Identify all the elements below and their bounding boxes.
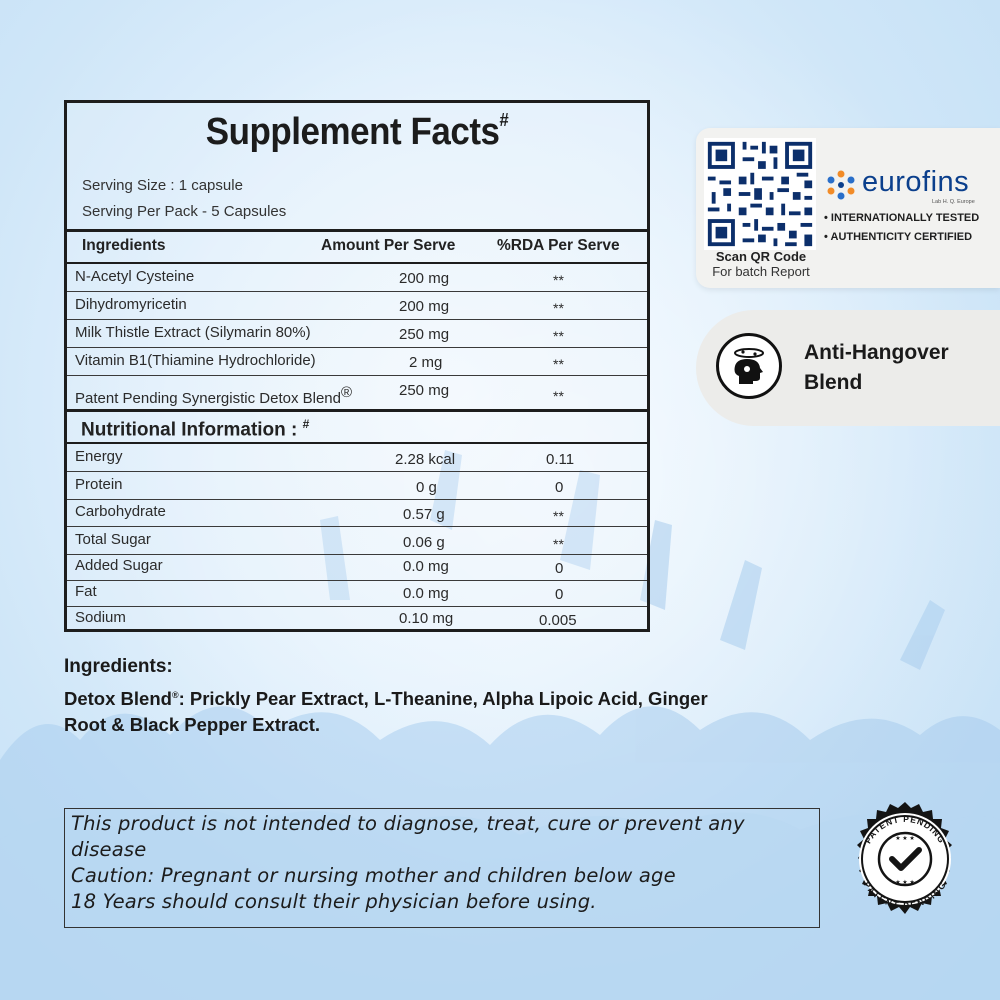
row-rda: ** — [553, 356, 564, 372]
certified-bullet: • AUTHENTICITY CERTIFIED — [824, 231, 973, 243]
tested-bullet: • INTERNATIONALLY TESTED — [824, 212, 980, 224]
facts-title-mark: # — [499, 110, 509, 131]
row-name: Total Sugar — [75, 531, 151, 548]
serving-size: Serving Size : 1 capsule — [82, 177, 243, 194]
table-row — [67, 605, 647, 632]
row-rda: ** — [553, 508, 564, 524]
caution-line: Caution: Pregnant or nursing mother and children below age — [71, 864, 676, 887]
anti-hangover-card — [696, 310, 1000, 426]
supplement-facts-panel — [64, 100, 650, 632]
disclaimer-line: This product is not intended to diagnose, treat, cure or prevent any — [71, 812, 745, 835]
qr-code-icon[interactable] — [704, 138, 816, 250]
disclaimer-box — [64, 808, 820, 928]
table-row — [67, 444, 647, 472]
header-rda: %RDA Per Serve — [497, 237, 620, 254]
patent-pending-seal-icon — [844, 800, 966, 922]
anti-hangover-label: Anti-Hangover Blend — [804, 341, 949, 394]
table-row — [67, 264, 647, 292]
row-name: Vitamin B1(Thiamine Hydrochloride) — [75, 352, 316, 369]
row-amount: 2 mg — [409, 354, 443, 371]
table-row — [67, 553, 647, 581]
row-amount: 0.10 mg — [399, 610, 454, 627]
facts-header-row — [67, 229, 647, 264]
row-rda: 0.11 — [546, 451, 575, 468]
row-rda: ** — [553, 300, 564, 316]
header-ingredients: Ingredients — [82, 237, 166, 254]
row-name: Patent Pending Synergistic Detox Blend® — [75, 384, 353, 407]
row-name: Fat — [75, 583, 97, 600]
serving-per-pack: Serving Per Pack - 5 Capsules — [82, 203, 287, 220]
eurofins-sub: Lab H. Q. Europe — [932, 199, 975, 205]
row-rda: 0.005 — [539, 612, 577, 629]
table-row — [67, 527, 647, 555]
row-amount: 250 mg — [399, 382, 450, 399]
ingredients-block — [64, 656, 754, 738]
row-amount: 0.0 mg — [403, 558, 449, 575]
caution-line: 18 Years should consult their physician before using. — [71, 890, 597, 913]
row-name: Energy — [75, 448, 123, 465]
row-rda: ** — [553, 272, 564, 288]
row-amount: 200 mg — [399, 298, 450, 315]
row-rda: ** — [553, 536, 564, 552]
row-rda: 0 — [555, 560, 564, 577]
row-name: Protein — [75, 476, 123, 493]
qr-caption-sub: For batch Report — [712, 264, 810, 279]
detox-blend-label: Detox Blend — [64, 688, 172, 710]
nutrition-title: Nutritional Information : # — [81, 417, 310, 441]
dizzy-head-icon — [716, 333, 782, 399]
row-rda: ** — [553, 388, 564, 404]
row-amount: 0.06 g — [403, 534, 445, 551]
ingredients-text: Detox Blend®: Prickly Pear Extract, L-Theanine, Alpha Lipoic Acid, Ginger Root & Black Pepper Extract. — [64, 688, 708, 736]
table-row — [67, 499, 647, 527]
nutrition-header — [67, 409, 647, 444]
table-row — [67, 292, 647, 320]
table-row — [67, 376, 647, 408]
row-amount: 0.57 g — [403, 506, 445, 523]
row-amount: 0.0 mg — [403, 585, 449, 602]
row-name: Milk Thistle Extract (Silymarin 80%) — [75, 324, 311, 341]
row-rda: 0 — [555, 586, 564, 603]
row-amount: 2.28 kcal — [395, 451, 456, 468]
row-rda: ** — [553, 328, 564, 344]
table-row — [67, 472, 647, 500]
ingredients-list: : Prickly Pear Extract, L-Theanine, Alpha Lipoic Acid, Ginger Root & Black Pepper Extract. — [64, 688, 708, 736]
header-amount: Amount Per Serve — [321, 237, 456, 254]
seal-bottom-text: PATENT PENDING — [861, 879, 949, 911]
svg-text:★ ★ ★: ★ ★ ★ — [895, 880, 915, 886]
row-name: N-Acetyl Cysteine — [75, 268, 195, 285]
row-name: Added Sugar — [75, 557, 163, 574]
table-row — [67, 579, 647, 607]
disclaimer-line: disease — [71, 838, 147, 861]
qr-certification-card — [696, 128, 1000, 288]
table-row — [67, 320, 647, 348]
row-amount: 200 mg — [399, 270, 450, 287]
facts-title: Supplement Facts# — [205, 110, 509, 153]
eurofins-brand: eurofins — [862, 166, 970, 198]
seal-top-text: PATENT PENDING — [862, 813, 948, 846]
svg-text:★ ★ ★: ★ ★ ★ — [895, 836, 915, 842]
row-name: Sodium — [75, 609, 126, 626]
row-name: Dihydromyricetin — [75, 296, 187, 313]
ingredients-title: Ingredients: — [64, 656, 173, 677]
eurofins-logo-icon — [824, 168, 858, 202]
row-amount: 250 mg — [399, 326, 450, 343]
table-row — [67, 348, 647, 376]
qr-caption-title: Scan QR Code — [715, 249, 807, 264]
row-name: Carbohydrate — [75, 503, 166, 520]
row-amount: 0 g — [416, 479, 437, 496]
row-rda: 0 — [555, 479, 564, 496]
